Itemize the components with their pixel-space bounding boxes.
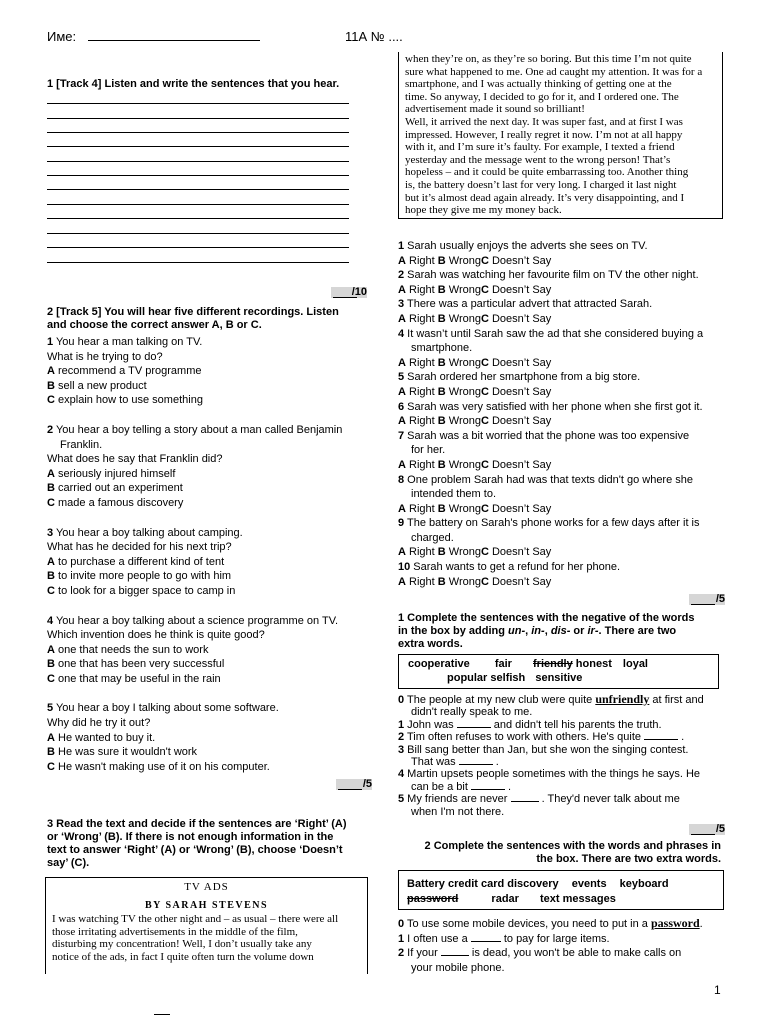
sec1-score: /10: [331, 287, 367, 298]
answer-line[interactable]: [47, 247, 349, 248]
statement-4: 4 It wasn’t until Sarah saw the ad that she considered buying a smartphone. A Right B WrongC Doesn’t Say: [398, 327, 728, 371]
word-used: friendly: [533, 658, 573, 670]
word: text messages: [540, 892, 616, 905]
reading-box-right: [398, 52, 723, 219]
answer-line[interactable]: [47, 204, 349, 205]
option-b[interactable]: B carried out an experiment: [47, 482, 183, 495]
answer-line[interactable]: [47, 189, 349, 190]
option-b[interactable]: B one that has been very successful: [47, 658, 225, 671]
word: fair: [494, 658, 512, 670]
answer-line[interactable]: [47, 103, 349, 104]
statement-2: 2 Sarah was watching her favourite film on TV the other night. A Right B WrongC Doesn’t Say: [398, 268, 728, 297]
answer-line[interactable]: [47, 146, 349, 147]
option-a[interactable]: A recommend a TV programme: [47, 365, 202, 378]
options-row[interactable]: A Right B WrongC Doesn’t Say: [398, 502, 552, 515]
answer-line[interactable]: [47, 218, 349, 219]
sec2-heading: 2 [Track 5] You will hear five different recordings. Listen and choose the correct answer A, B or C.: [47, 306, 339, 331]
options-row[interactable]: A Right B WrongC Doesn’t Say: [398, 458, 552, 471]
option-c[interactable]: C He wasn't making use of it on his computer.: [47, 760, 270, 773]
word: popular: [447, 672, 488, 684]
option-a[interactable]: A to purchase a different kind of tent: [47, 555, 225, 568]
question-3: 3 You hear a boy talking about camping. What has he decided for his next trip? A to purchase a different kind of tent B to invite more people to go with him C to look for a bigger space to camp in: [47, 526, 367, 599]
footer-mark: [154, 1014, 170, 1015]
question-2: 2 You hear a boy telling a story about a man called Benjamin Franklin. What does he say that Franklin did? A seriously injured himself B carried out an experiment C made a famous discovery: [47, 423, 367, 511]
article-text-part2: when they’re on, as they’re so boring. But this time I’m not quite sure what happened to me. One ad caught my attention. It was for a smartphone, and I was actually thinking of getting one at the time. So anyway, I decided to go for it, and I ordered one. The advertisement made it sound so brilliant! Well, it arrived the next day. It was super fast, and at first I was impressed. However, I really regret it now. I’m not at all happy with it, and I’m sure it’s faulty. For example, I texted a friend yesterday and the message went to the wrong person! That’s hopeless – and it could be quite embarrassing too. Another thing is, the battery doesn’t last for very long. I charged it last night but it’s almost dead again already. It’s very disappointing, and I hope they give me my money back.: [405, 53, 703, 217]
options-row[interactable]: A Right B WrongC Doesn’t Say: [398, 575, 552, 588]
sentence-2: 2 Tim often refuses to work with others. He's quite .: [398, 731, 685, 744]
word: Battery: [407, 878, 445, 890]
name-label: Име:: [47, 29, 77, 44]
option-b[interactable]: B sell a new product: [47, 379, 147, 392]
word: discovery: [507, 878, 559, 890]
word: loyal: [622, 658, 648, 670]
sentence-3: 3 Bill sang better than Jan, but she won the singing contest.: [398, 743, 689, 756]
sentence-1: 1 I often use a to pay for large items.: [398, 932, 610, 945]
sentence-2: 2 If your is dead, you won't be able to make calls on: [398, 947, 682, 960]
sentence-4: 4 Martin upsets people sometimes with the things he says. He: [398, 768, 701, 781]
option-c[interactable]: C one that may be useful in the rain: [47, 672, 221, 685]
sentence-1: 1 John was and didn't tell his parents the truth.: [398, 718, 662, 731]
blank-field[interactable]: [457, 727, 491, 728]
reading-box-left: [45, 877, 368, 974]
word-used: password: [407, 892, 459, 905]
option-c[interactable]: C explain how to use something: [47, 394, 203, 407]
vocab1-score: /5: [689, 824, 725, 835]
vocab2-sentences: 0 To use some mobile devices, you need to put in a password. 1 I often use a to pay for large items. 2 If your is dead, you won't be able to make calls on your mobile phone.: [398, 916, 728, 975]
options-row[interactable]: A Right B WrongC Doesn’t Say: [398, 546, 552, 559]
option-a[interactable]: A seriously injured himself: [47, 467, 176, 480]
word: credit card: [447, 878, 505, 890]
statement-1: 1 Sarah usually enjoys the adverts she sees on TV. A Right B WrongC Doesn’t Say: [398, 239, 728, 268]
sec2-questions: [47, 335, 367, 774]
vocab1-heading: 1 Complete the sentences with the negative of the words in the box by adding un-, in-, dis- or ir-. There are two extra words.: [398, 612, 695, 650]
sentence-5: 5 My friends are never . They'd never talk about me: [398, 793, 680, 806]
sec3-heading: 3 Read the text and decide if the sentences are ‘Right’ (A) or ‘Wrong’ (B). If there is not enough information in the text to answer ‘Right’ (A) or ‘Wrong’ (B), choose ‘Doesn’t say’ (C).: [47, 818, 347, 869]
question-4: 4 You hear a boy talking about a science programme on TV. Which invention does he think is quite good? A one that needs the sun to work B one that has been very successful C one that may be useful in the rain: [47, 614, 367, 687]
option-a[interactable]: A one that needs the sun to work: [47, 643, 209, 656]
blank-field[interactable]: [511, 801, 539, 802]
class-label: 11А № ....: [345, 29, 403, 44]
options-row[interactable]: A Right B WrongC Doesn’t Say: [398, 283, 552, 296]
blank-field[interactable]: [459, 764, 493, 765]
statement-7: 7 Sarah was a bit worried that the phone was too expensive for her. A Right B WrongC Doesn’t Say: [398, 429, 728, 473]
statement-8: 8 One problem Sarah had was that texts didn't go where she intended them to. A Right B WrongC Doesn’t Say: [398, 473, 728, 517]
blank-field[interactable]: [644, 739, 678, 740]
vocab1-sentences: 0 The people at my new club were quite unfriendly at first and didn't really speak to me. 1 John was and didn't tell his parents the truth. 2 Tim often refuses to work with others. He's quite . 3 Bill sang better than Jan, but she won the singing contest. That was . 4 Martin upsets people sometimes with the things he says. He can be a bit . 5 My friends are never . They'd never talk about me when I'm not there.: [398, 693, 728, 818]
question-1: 1 You hear a man talking on TV. What is he trying to do? A recommend a TV programme B sell a new product C explain how to use something: [47, 335, 367, 408]
option-b[interactable]: B He was sure it wouldn't work: [47, 746, 198, 759]
article-title: TV ADS: [184, 881, 229, 893]
word: cooperative: [408, 658, 470, 670]
word: sensitive: [535, 672, 583, 684]
statement-10: 10 Sarah wants to get a refund for her phone. A Right B WrongC Doesn’t Say: [398, 560, 728, 589]
answer-line[interactable]: [47, 132, 349, 133]
sec2-score: /5: [336, 779, 372, 790]
answer-line[interactable]: [47, 262, 349, 263]
word-box-2: [398, 870, 724, 910]
vocab2-heading: 2 Complete the sentences with the words and phrases in the box. There are two extra words.: [424, 840, 721, 865]
article-text-part1: I was watching TV the other night and – as usual – there were all those irritating advertisements in the middle of the film, disturbing my concentration! Well, I don’t usually take any notice of the ads, in fact I quite often turn the volume down: [52, 913, 339, 963]
option-c[interactable]: C made a famous discovery: [47, 496, 184, 509]
sec3-statements: [398, 239, 728, 589]
statement-3: 3 There was a particular advert that attracted Sarah. A Right B WrongC Doesn’t Say: [398, 297, 728, 326]
option-a[interactable]: A He wanted to buy it.: [47, 731, 156, 744]
options-row[interactable]: A Right B WrongC Doesn’t Say: [398, 254, 552, 267]
answer-line[interactable]: [47, 161, 349, 162]
answer-line[interactable]: [47, 175, 349, 176]
answer-line[interactable]: [47, 233, 349, 234]
option-c[interactable]: C to look for a bigger space to camp in: [47, 584, 236, 597]
sentence-0: 0 To use some mobile devices, you need to put in a password.: [398, 916, 703, 930]
word: keyboard: [619, 878, 669, 890]
blank-field[interactable]: [471, 941, 501, 942]
answer-line[interactable]: [47, 118, 349, 119]
statement-6: 6 Sarah was very satisfied with her phone when she first got it. A Right B WrongC Doesn’t Say: [398, 400, 728, 429]
options-row[interactable]: A Right B WrongC Doesn’t Say: [398, 385, 552, 398]
statement-5: 5 Sarah ordered her smartphone from a big store. A Right B WrongC Doesn’t Say: [398, 370, 728, 399]
blank-field[interactable]: [471, 789, 505, 790]
article-byline: BY SARAH STEVENS: [144, 899, 269, 911]
word: selfish: [490, 672, 526, 684]
option-b[interactable]: B to invite more people to go with him: [47, 570, 232, 583]
question-5: 5 You hear a boy I talking about some software. Why did he try it out? A He wanted to buy it. B He was sure it wouldn't work C He wasn't making use of it on his computer.: [47, 701, 367, 774]
header-name: [47, 30, 260, 45]
options-row[interactable]: A Right B WrongC Doesn’t Say: [398, 415, 552, 428]
sec3-score: /5: [689, 594, 725, 605]
page-number: 1: [714, 983, 721, 997]
sentence-0: 0 The people at my new club were quite unfriendly at first and: [398, 692, 704, 706]
name-field[interactable]: [88, 40, 260, 41]
word: honest: [575, 658, 612, 670]
options-row[interactable]: A Right B WrongC Doesn’t Say: [398, 356, 552, 369]
word: events: [571, 878, 607, 890]
sec1-heading: 1 [Track 4] Listen and write the sentences that you hear.: [47, 78, 340, 90]
word-box-1: [398, 654, 719, 689]
blank-field[interactable]: [441, 955, 469, 956]
options-row[interactable]: A Right B WrongC Doesn’t Say: [398, 312, 552, 325]
statement-9: 9 The battery on Sarah's phone works for a few days after it is charged. A Right B WrongC Doesn’t Say: [398, 516, 728, 560]
word: radar: [491, 892, 519, 905]
